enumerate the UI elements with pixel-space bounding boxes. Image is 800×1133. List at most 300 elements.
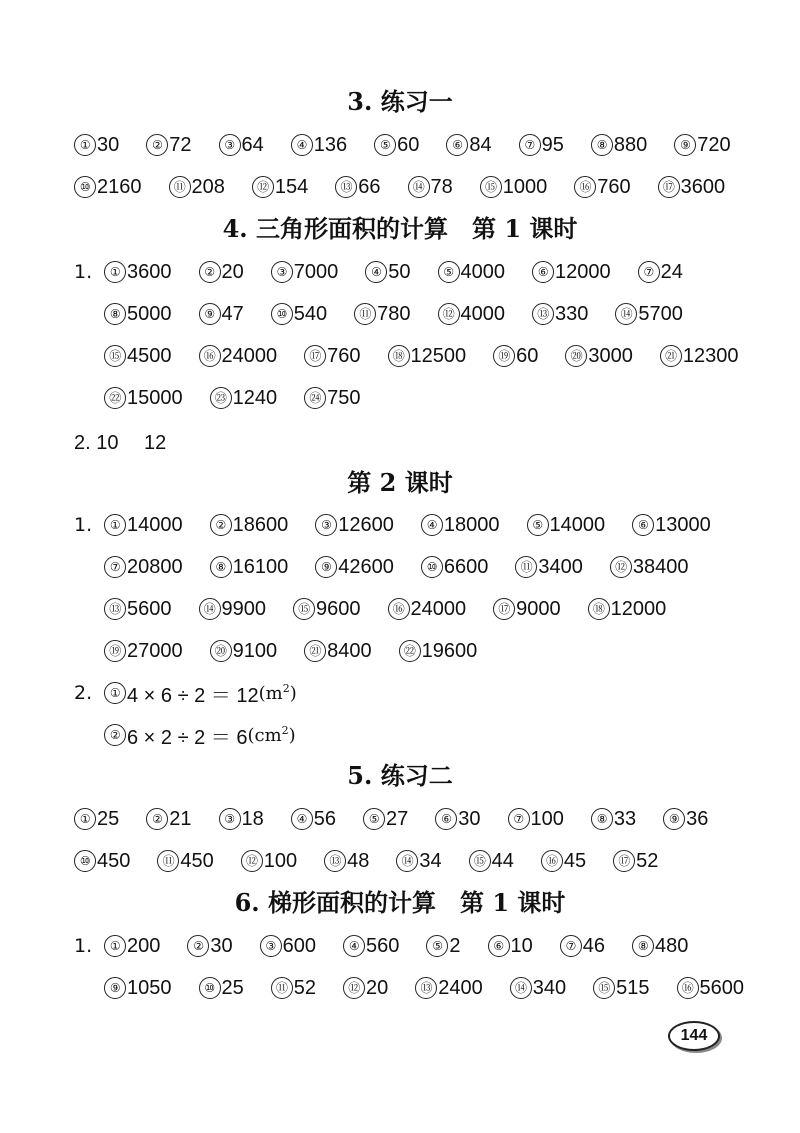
answer-item: [304, 345, 360, 368]
answer-row: [74, 129, 731, 161]
circled-number: ②: [104, 724, 126, 746]
circled-number: ③: [219, 134, 241, 156]
answer-value: 720: [697, 133, 731, 156]
circled-number: ⑯: [541, 850, 563, 872]
circled-number: ⑩: [271, 303, 293, 325]
section-3-title: 3. 练习一: [347, 87, 453, 116]
answer-item: [610, 556, 689, 579]
answer-item: [291, 808, 336, 831]
answer-item: [638, 261, 683, 284]
answer-value: 760: [597, 175, 631, 198]
answer-value: 10: [510, 934, 533, 957]
answer-item: [210, 514, 289, 537]
answer-item: [271, 303, 327, 326]
answer-value: 880: [613, 133, 648, 156]
circled-number: ⑲: [104, 640, 126, 662]
circled-number: ②: [146, 134, 168, 156]
answer-item: [157, 850, 213, 873]
circled-number: ⑥: [488, 935, 510, 957]
answer-value: 50: [388, 260, 411, 283]
answer-item: [199, 598, 267, 621]
circled-number: ㉑: [660, 345, 682, 367]
answer-value: 5600: [127, 597, 172, 620]
circled-number: ⑰: [493, 598, 515, 620]
answer-value: 5600: [699, 976, 744, 999]
circled-number: ㉒: [399, 640, 421, 662]
answer-value: 38400: [632, 555, 689, 578]
expression: 4 × 6 ÷ 2 ＝ 12: [127, 684, 259, 707]
answer-value: 24: [660, 260, 683, 283]
answer-row: [104, 551, 689, 583]
answer-row: [104, 719, 296, 751]
answer-row: [104, 593, 666, 625]
answer-item: [74, 176, 142, 199]
answer-value: 27: [386, 807, 409, 830]
answer-item: [354, 303, 410, 326]
answer-item: [104, 935, 160, 958]
circled-number: ⑭: [510, 977, 532, 999]
answer-row: [104, 972, 744, 1004]
circled-number: ⑫: [241, 850, 263, 872]
circled-number: ⑫: [438, 303, 460, 325]
circled-number: ⑯: [199, 345, 221, 367]
answer-item: [560, 935, 605, 958]
answer-value: 1000: [502, 175, 548, 198]
answer-value: 66: [358, 175, 381, 198]
answer-row: [74, 424, 166, 456]
answer-item: [399, 640, 478, 663]
circled-number: ⑧: [591, 808, 613, 830]
circled-number: ⑰: [658, 176, 680, 198]
answer-value: 34: [419, 849, 442, 872]
circled-number: ③: [219, 808, 241, 830]
circled-number: ⑯: [574, 176, 596, 198]
answer-value: 14000: [549, 513, 606, 536]
answer-item: [219, 134, 264, 157]
answer-value: 200: [127, 934, 161, 957]
answer-item: [613, 850, 658, 873]
answer-item: [187, 935, 232, 958]
question-2-answer: 2. 10 12: [74, 431, 167, 454]
answer-value: 9600: [316, 597, 361, 620]
circled-number: ⑥: [446, 134, 468, 156]
answer-value: 450: [180, 849, 214, 872]
circled-number: ③: [315, 514, 337, 536]
answer-item: [532, 303, 588, 326]
circled-number: ⑥: [435, 808, 457, 830]
circled-number: ⑪: [354, 303, 376, 325]
answer-item: [480, 176, 548, 199]
circled-number: ⑰: [613, 850, 635, 872]
answer-value: 9000: [516, 597, 561, 620]
circled-number: ⑧: [632, 935, 654, 957]
answer-value: 72: [169, 133, 192, 156]
answer-value: 24000: [410, 597, 467, 620]
answer-value: 12300: [682, 344, 739, 367]
answer-item: [421, 514, 500, 537]
question-number: 1.: [74, 935, 93, 957]
answer-item: [663, 808, 708, 831]
unit: $(m^2)$: [258, 682, 297, 704]
answer-item: [660, 345, 739, 368]
circled-number: ⑲: [493, 345, 515, 367]
answer-item: [74, 134, 119, 157]
answer-item: [438, 303, 506, 326]
answer-value: 4000: [460, 260, 505, 283]
circled-number: ⑨: [315, 556, 337, 578]
answer-value: 18600: [232, 513, 289, 536]
answer-item: [493, 345, 538, 368]
answer-value: 760: [327, 344, 361, 367]
circled-number: ⑱: [388, 345, 410, 367]
answer-item: [104, 261, 172, 284]
answer-value: 540: [293, 302, 328, 325]
circled-number: ㉔: [304, 387, 326, 409]
circled-number: ⑩: [199, 977, 221, 999]
answer-item: [493, 598, 561, 621]
answer-value: 8400: [327, 639, 372, 662]
answer-row: [74, 256, 683, 288]
answer-item: [104, 303, 172, 326]
answer-item: [408, 176, 453, 199]
answer-value: 27000: [127, 639, 183, 662]
answer-value: 3400: [538, 555, 583, 578]
answer-value: 450: [97, 849, 131, 872]
circled-number: ⑧: [104, 303, 126, 325]
answer-item: [335, 176, 380, 199]
circled-number: ①: [74, 808, 96, 830]
circled-number: ①: [104, 682, 126, 704]
page-number: 144: [668, 1021, 720, 1051]
circled-number: ㉒: [104, 387, 126, 409]
answer-value: 12600: [338, 513, 394, 536]
answer-item: [291, 134, 347, 157]
circled-number: ⑮: [469, 850, 491, 872]
answer-value: 52: [636, 849, 659, 872]
circled-number: ⑫: [610, 556, 632, 578]
circled-number: ①: [74, 134, 96, 156]
answer-value: 21: [169, 807, 192, 830]
circled-number: ⑩: [74, 176, 96, 198]
answer-value: 16100: [232, 555, 289, 578]
circled-number: ⑤: [426, 935, 448, 957]
answer-item: [421, 556, 489, 579]
answer-item: [104, 977, 172, 1000]
answer-value: 47: [221, 302, 244, 325]
circled-number: ⑦: [638, 261, 660, 283]
answer-value: 44: [491, 849, 514, 872]
answer-item: [388, 598, 467, 621]
circled-number: ⑳: [565, 345, 587, 367]
circled-number: ⑭: [199, 598, 221, 620]
circled-number: ⑨: [104, 977, 126, 999]
circled-number: ①: [104, 935, 126, 957]
answer-value: 7000: [293, 260, 339, 283]
circled-number: ②: [146, 808, 168, 830]
answer-item: [632, 514, 711, 537]
answer-item: [515, 556, 583, 579]
answer-item: [591, 808, 636, 831]
circled-number: ④: [421, 514, 443, 536]
circled-number: ⑯: [677, 977, 699, 999]
answer-item: [446, 134, 491, 157]
answer-item: [74, 808, 119, 831]
answer-value: 600: [282, 934, 316, 957]
answer-value: 1050: [127, 976, 172, 999]
circled-number: ㉑: [304, 640, 326, 662]
answer-item: [674, 134, 730, 157]
circled-number: ⑮: [104, 345, 126, 367]
circled-number: ⑯: [388, 598, 410, 620]
answer-value: 95: [541, 133, 564, 156]
circled-number: ⑬: [324, 850, 346, 872]
answer-item: [541, 850, 586, 873]
circled-number: ⑫: [343, 977, 365, 999]
answer-value: 12500: [410, 344, 467, 367]
answer-item: [210, 640, 278, 663]
answer-value: 1240: [232, 386, 278, 409]
circled-number: ⑧: [591, 134, 613, 156]
answer-value: 208: [191, 175, 225, 198]
circled-number: ⑦: [519, 134, 541, 156]
answer-item: [574, 176, 630, 199]
answer-value: 480: [655, 934, 689, 957]
answer-item: [632, 935, 688, 958]
answer-item: [293, 598, 361, 621]
answer-item: [210, 387, 278, 410]
answer-item: [304, 387, 360, 410]
answer-value: 19600: [421, 639, 478, 662]
answer-item: [363, 808, 408, 831]
answer-value: 750: [327, 386, 361, 409]
question-number: 1.: [74, 514, 93, 536]
answer-item: [532, 261, 611, 284]
answer-item: [415, 977, 483, 1000]
answer-row: [74, 803, 708, 835]
circled-number: ⑬: [104, 598, 126, 620]
answer-item: [324, 850, 369, 873]
circled-number: ⑤: [527, 514, 549, 536]
answer-value: 15000: [127, 386, 183, 409]
answer-value: 36: [686, 807, 709, 830]
answer-item: [146, 808, 191, 831]
circled-number: ⑥: [532, 261, 554, 283]
answer-item: [426, 935, 460, 958]
answer-item: [104, 345, 172, 368]
answer-item: [527, 514, 606, 537]
answer-row: [104, 298, 683, 330]
circled-number: ④: [343, 935, 365, 957]
answer-item: [677, 977, 745, 1000]
answer-value: 12000: [610, 597, 667, 620]
answer-item: [199, 345, 278, 368]
answer-value: 46: [582, 934, 605, 957]
answer-item: [241, 850, 297, 873]
answer-item: [315, 514, 394, 537]
answer-item: [388, 345, 467, 368]
circled-number: ⑤: [374, 134, 396, 156]
question-number: 2.: [74, 682, 93, 704]
circled-number: ⑬: [415, 977, 437, 999]
answer-value: 5000: [127, 302, 172, 325]
answer-value: 5700: [638, 302, 683, 325]
circled-number: ⑦: [508, 808, 530, 830]
answer-item: [252, 176, 308, 199]
answer-item: [271, 261, 339, 284]
circled-number: ⑱: [588, 598, 610, 620]
section-4-title: 4. 三角形面积的计算 第 1 课时: [222, 214, 578, 243]
circled-number: ②: [187, 935, 209, 957]
answer-value: 45: [563, 849, 587, 872]
circled-number: ⑩: [74, 850, 96, 872]
answer-row: [104, 635, 477, 667]
circled-number: ⑪: [515, 556, 537, 578]
answer-row: [74, 171, 725, 203]
circled-number: ⑥: [632, 514, 654, 536]
circled-number: ②: [210, 514, 232, 536]
unit: $(cm^2)$: [247, 724, 296, 746]
circled-number: ①: [104, 261, 126, 283]
answer-item: [343, 977, 388, 1000]
answer-value: 48: [347, 849, 370, 872]
answer-item: [271, 977, 316, 1000]
answer-value: 64: [241, 133, 264, 156]
circled-number: ④: [365, 261, 387, 283]
answer-value: 14000: [127, 513, 183, 536]
answer-item: [469, 850, 514, 873]
circled-number: ③: [271, 261, 293, 283]
circled-number: ①: [104, 514, 126, 536]
circled-number: ⑬: [532, 303, 554, 325]
answer-value: 6600: [443, 555, 489, 578]
answer-item: [104, 598, 172, 621]
circled-number: ⑤: [438, 261, 460, 283]
answer-item: [438, 261, 506, 284]
answer-row: [74, 930, 688, 962]
answer-item: [260, 935, 316, 958]
circled-number: ⑳: [210, 640, 232, 662]
answer-value: 18000: [443, 513, 500, 536]
circled-number: ⑫: [252, 176, 274, 198]
answer-row: [104, 340, 739, 372]
answer-item: [74, 850, 130, 873]
answer-item: [519, 134, 564, 157]
answer-value: 3600: [127, 260, 172, 283]
circled-number: ②: [199, 261, 221, 283]
section-4-lesson-2-title: 第 2 课时: [347, 468, 453, 497]
answer-value: 330: [555, 302, 589, 325]
answer-value: 84: [469, 133, 492, 156]
answer-value: 780: [377, 302, 411, 325]
answer-value: 3000: [588, 344, 633, 367]
answer-value: 9100: [232, 639, 278, 662]
answer-item: [565, 345, 633, 368]
circled-number: ⑦: [104, 556, 126, 578]
answer-value: 52: [293, 976, 316, 999]
answer-item: [210, 556, 289, 579]
circled-number: ⑪: [169, 176, 191, 198]
answer-value: 20: [221, 260, 244, 283]
answer-row: [104, 382, 361, 414]
answer-value: 20800: [127, 555, 183, 578]
answer-value: 24000: [221, 344, 278, 367]
answer-item: [104, 514, 183, 537]
answer-value: 12000: [555, 260, 611, 283]
answer-value: 515: [616, 976, 650, 999]
circled-number: ⑧: [210, 556, 232, 578]
answer-item: [658, 176, 726, 199]
circled-number: ⑩: [421, 556, 443, 578]
circled-number: ⑨: [674, 134, 696, 156]
answer-value: 60: [516, 344, 539, 367]
answer-item: [315, 556, 394, 579]
expression: 6 × 2 ÷ 2 ＝ 6: [127, 726, 248, 749]
answer-row: [74, 509, 711, 541]
answer-item: [593, 977, 649, 1000]
answer-item: [510, 977, 566, 1000]
answer-item: [615, 303, 683, 326]
circled-number: ⑭: [408, 176, 430, 198]
circled-number: ③: [260, 935, 282, 957]
answer-value: 18: [241, 807, 264, 830]
answer-item: [104, 640, 183, 663]
section-6-title: 6. 梯形面积的计算 第 1 课时: [234, 888, 566, 917]
answer-value: 30: [458, 807, 481, 830]
answer-value: 30: [97, 133, 120, 156]
answer-item: [591, 134, 647, 157]
circled-number: ⑪: [271, 977, 293, 999]
answer-value: 100: [530, 807, 564, 830]
answer-value: 30: [210, 934, 233, 957]
answer-item: [199, 261, 244, 284]
answer-value: 33: [613, 807, 637, 830]
answer-item: [104, 556, 183, 579]
answer-value: 340: [532, 976, 567, 999]
answer-item: [508, 808, 564, 831]
answer-item: [435, 808, 480, 831]
question-number: 1.: [74, 261, 93, 283]
circled-number: ⑮: [293, 598, 315, 620]
answer-item: [374, 134, 419, 157]
answer-value: 2160: [97, 175, 142, 198]
answer-item: [365, 261, 410, 284]
answer-value: 560: [366, 934, 400, 957]
answer-item: [588, 598, 667, 621]
circled-number: ⑮: [593, 977, 615, 999]
answer-item: [488, 935, 533, 958]
circled-number: ⑬: [335, 176, 357, 198]
answer-item: [199, 303, 244, 326]
circled-number: ⑭: [615, 303, 637, 325]
answer-value: 42600: [338, 555, 394, 578]
answer-item: [343, 935, 399, 958]
answer-row: [74, 677, 297, 709]
answer-item: [199, 977, 244, 1000]
answer-item: [169, 176, 225, 199]
answer-value: 9900: [221, 597, 266, 620]
circled-number: ④: [291, 808, 313, 830]
answer-item: [146, 134, 191, 157]
circled-number: ⑨: [199, 303, 221, 325]
answer-value: 78: [430, 175, 453, 198]
answer-value: 25: [221, 976, 244, 999]
answer-value: 136: [313, 133, 348, 156]
answer-value: 13000: [655, 513, 711, 536]
answer-row: [74, 845, 658, 877]
answer-item: [304, 640, 372, 663]
answer-item: [396, 850, 441, 873]
circled-number: ④: [291, 134, 313, 156]
